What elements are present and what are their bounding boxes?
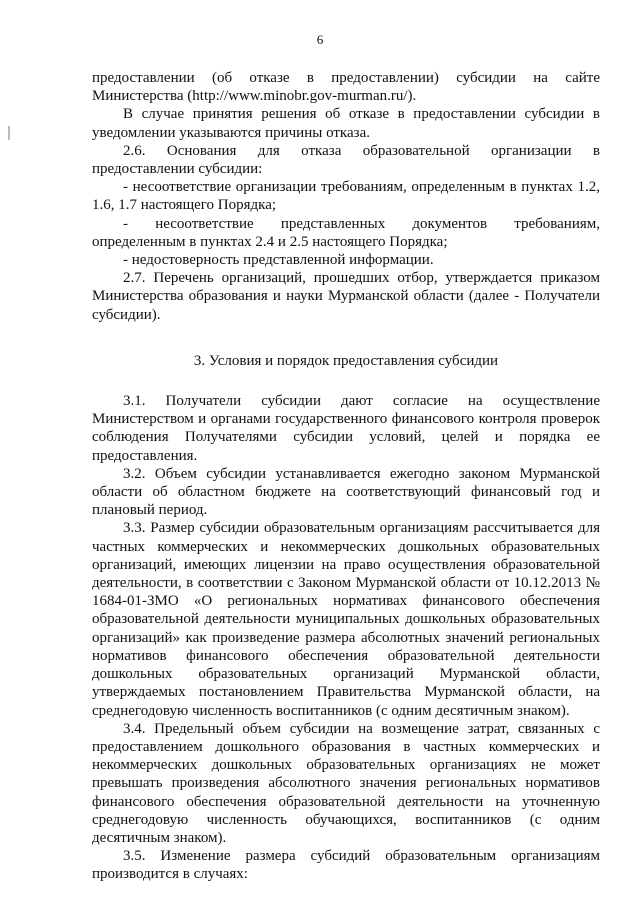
list-item: - несоответствие организации требованиям, определенным в пунктах 1.2, 1.6, 1.7 настоящего Порядка;: [92, 179, 600, 214]
paragraph: предоставлении (об отказе в предоставлении) субсидии на сайте Министерства (http://www.minobr.gov-murman.ru/).: [92, 70, 600, 105]
paragraph: 3.5. Изменение размера субсидий образовательным организациям производится в случаях:: [92, 848, 600, 883]
list-item: - несоответствие представленных документов требованиям, определенным в пунктах 2.4 и 2.5 настоящего Порядка;: [92, 215, 600, 250]
paragraph: В случае принятия решения об отказе в предоставлении субсидии в уведомлении указываются причины отказа.: [92, 106, 600, 141]
document-body: [92, 69, 600, 884]
paragraph: 3.4. Предельный объем субсидии на возмещение затрат, связанных с предоставлением дошкольного образования в частных коммерческих и некоммерческих дошкольных образовательных организациях не может превышать произведения абсолютного значения региональных нормативов финансового обеспечения образовательной деятельности на уточненную среднегодовую численность обучающихся, воспитанников (с одним десятичным знаком).: [92, 720, 600, 846]
page-number: 6: [316, 32, 324, 47]
scan-margin-mark: [8, 126, 10, 140]
paragraph: 2.7. Перечень организаций, прошедших отбор, утверждается приказом Министерства образования и науки Мурманской области (далее - Получатели субсидии).: [92, 270, 600, 323]
section-heading: 3. Условия и порядок предоставления субсидии: [193, 352, 499, 369]
paragraph: 3.3. Размер субсидии образовательным организациям рассчитывается для частных коммерческих и некоммерческих дошкольных образовательных организаций, имеющих лицензии на право осуществления образовательной деятельности, в соответствии с Законом Мурманской области от 10.12.2013 № 1684-01-ЗМО «О региональных нормативах финансового обеспечения образовательной деятельности муниципальных дошкольных образовательных организаций» как произведение размера абсолютных значений региональных нормативов финансового обеспечения образовательной деятельности дошкольных образовательных организаций Мурманской области, утверждаемых постановлением Правительства Мурманской области, на среднегодовую численность воспитанников (с одним десятичным знаком).: [92, 520, 600, 719]
paragraph: 3.2. Объем субсидии устанавливается ежегодно законом Мурманской области об областном бюджете на соответствующий финансовый год и плановый период.: [92, 465, 600, 519]
paragraph: 2.6. Основания для отказа образовательной организации в предоставлении субсидии:: [92, 142, 600, 178]
paragraph: 3.1. Получатели субсидии дают согласие на осуществление Министерством и органами государственного финансового контроля проверок соблюдения Получателями субсидии условий, целей и порядка ее предоставления.: [92, 393, 600, 464]
list-item: - недостоверность представленной информации.: [123, 252, 434, 269]
